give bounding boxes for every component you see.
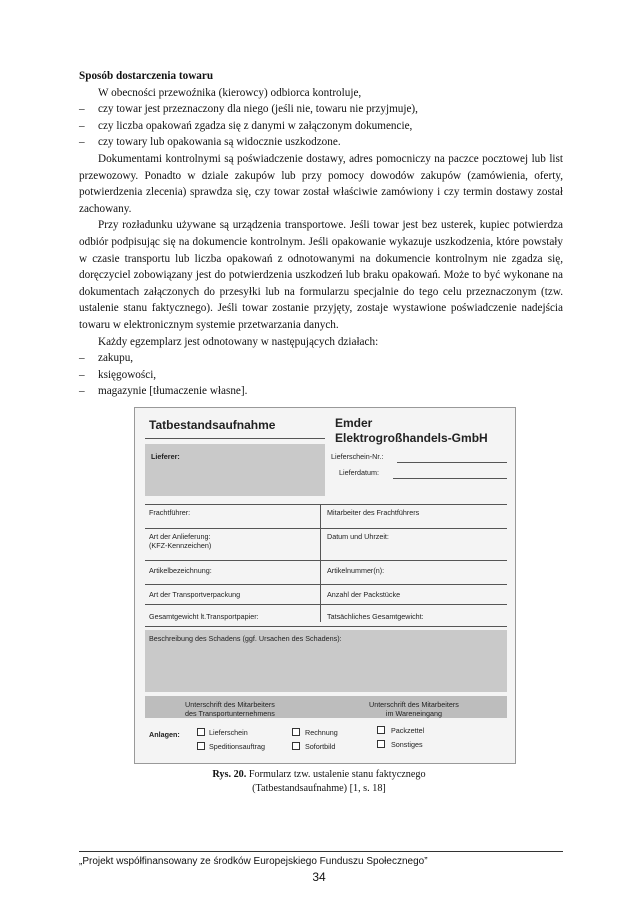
page-number: 34: [312, 870, 326, 884]
form-company: Emder Elektrogroßhandels-GmbH: [335, 416, 488, 445]
department-item-1: – zakupu,: [79, 352, 134, 365]
att-delivery-note-checkbox[interactable]: [197, 728, 205, 736]
documents-paragraph: Dokumentami kontrolnymi są poświadczenie dostawy, adres pomocniczy na paczce pocztowej lub list przewozowy. Ponadto w dziale zakupów lub przy pomocy dowodów zakupów (zamówienia, oferty, potwierdzenia zlecenia) sprawdza się, czy towar został właściwie zamówiony i czy termin dostawy został zachowany.: [79, 152, 563, 215]
att-invoice-checkbox[interactable]: [292, 728, 300, 736]
supplier-label: Lieferer:: [151, 452, 180, 461]
att-other-checkbox[interactable]: [377, 740, 385, 748]
packaging-type-label: Art der Transportverpackung: [149, 590, 241, 599]
section-heading: Sposób dostarczenia towaru: [79, 70, 214, 82]
footer-rule: [79, 851, 563, 852]
form-figure: [134, 407, 516, 764]
att-forwarding-order-checkbox[interactable]: [197, 742, 205, 750]
article-name-label: Artikelbezeichnung:: [149, 566, 212, 575]
damage-label: Beschreibung des Schadens (ggf. Ursachen des Schadens):: [149, 634, 342, 643]
carrier-label: Frachtführer:: [149, 508, 191, 517]
delivery-type-label: Art der Anlieferung:: [149, 532, 211, 541]
article-no-label: Artikelnummer(n):: [327, 566, 385, 575]
delivery-note-no-label: Lieferschein-Nr.:: [331, 452, 384, 461]
att-other-label: Sonstiges: [391, 740, 423, 749]
package-count-label: Anzahl der Packstücke: [327, 590, 401, 599]
check-item-1: – czy towar jest przeznaczony dla niego (jeśli nie, towaru nie przyjmuje),: [79, 103, 418, 116]
unloading-paragraph: Przy rozładunku używane są urządzenia transportowe. Jeśli towar jest bez usterek, kupiec potwierdza odbiór podpisując się na dokumencie kontrolnym. Jeśli opakowanie wykazuje uszkodzenia, które powstały w czasie transportu lub liczba opakowań z odnotowanymi na dokumencie kontrolnym nie zgadza się, doręczyciel zobowiązany jest do potwierdzenia uszkodzeń lub braku opakowań. Może to być wykonane na dokumentach załączonych do przesyłki lub na formularzu specjalnie do tego celu przeznaczonym (tzw. ustalenie stanu faktycznego). Jeśli towar zostanie przyjęty, zostaje wystawione poświadczenie nadejścia towaru w elektronicznym systemie przetwarzania danych.: [79, 219, 563, 331]
department-item-2: – księgowości,: [79, 368, 157, 381]
footer-text: „Projekt współfinansowany ze środków Europejskiego Funduszu Społecznego”: [79, 856, 428, 867]
check-item-3: – czy towary lub opakowania są widocznie uszkodzone.: [79, 136, 341, 149]
main-text: [79, 68, 563, 400]
att-delivery-note-label: Lieferschein: [209, 728, 248, 737]
department-item-3: – magazynie [tłumaczenie własne].: [79, 385, 248, 398]
att-instant-photo-checkbox[interactable]: [292, 742, 300, 750]
vehicle-plate-label: (KFZ-Kennzeichen): [149, 541, 212, 550]
figure-caption-line2: (Tatbestandsaufnahme) [1, s. 18]: [252, 783, 386, 794]
delivery-date-label: Lieferdatum:: [339, 468, 379, 477]
att-packing-slip-checkbox[interactable]: [377, 726, 385, 734]
form-title: Tatbestandsaufnahme: [149, 418, 276, 432]
signature-receipt-label: Unterschrift des Mitarbeiters im Wareneingang: [369, 700, 459, 718]
attachments-label: Anlagen:: [149, 730, 180, 739]
weight-papers-label: Gesamtgewicht lt.Transportpapier:: [149, 612, 259, 621]
carrier-staff-label: Mitarbeiter des Frachtführers: [327, 508, 420, 517]
att-instant-photo-label: Sofortbild: [305, 742, 336, 751]
figure-caption: Rys. 20. Formularz tzw. ustalenie stanu faktycznego: [212, 769, 426, 780]
date-time-label: Datum und Uhrzeit:: [327, 532, 389, 541]
check-item-2: – czy liczba opakowań zgadza się z danymi w załączonym dokumencie,: [79, 119, 413, 132]
signature-carrier-label: Unterschrift des Mitarbeiters des Transportunternehmens: [185, 700, 275, 718]
weight-actual-label: Tatsächliches Gesamtgewicht:: [327, 612, 424, 621]
copies-paragraph: Każdy egzemplarz jest odnotowany w następujących działach:: [98, 335, 379, 348]
intro-paragraph: W obecności przewoźnika (kierowcy) odbiorca kontroluje,: [98, 86, 362, 99]
att-packing-slip-label: Packzettel: [391, 726, 425, 735]
att-forwarding-order-label: Speditionsauftrag: [209, 742, 265, 751]
att-invoice-label: Rechnung: [305, 728, 338, 737]
